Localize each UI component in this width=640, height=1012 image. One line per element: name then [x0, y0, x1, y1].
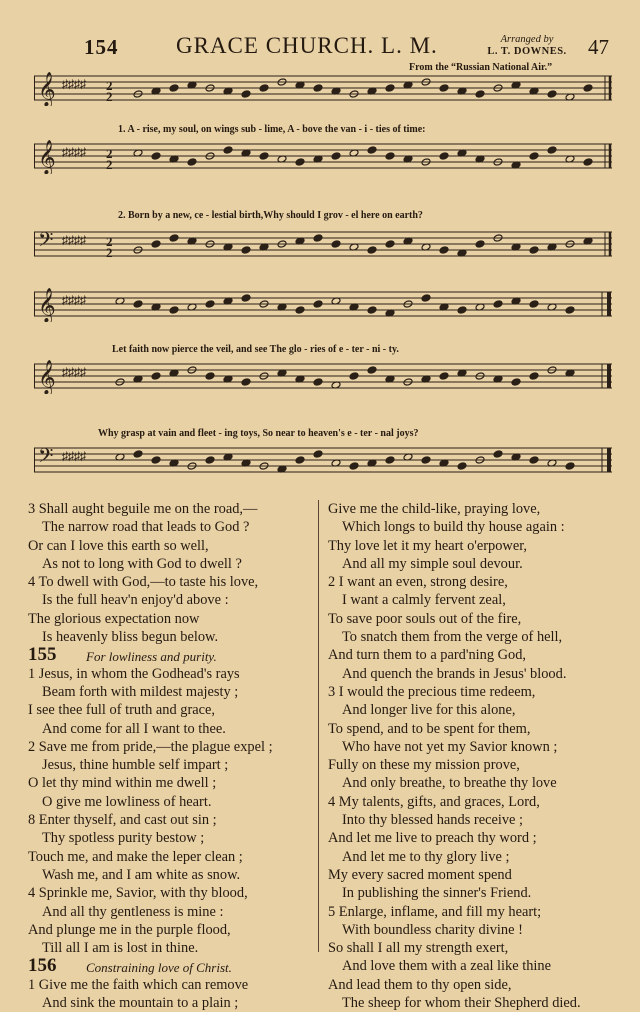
notehead	[565, 462, 575, 470]
verses-left-column	[28, 500, 313, 1012]
verse-line: And sink the mountain to a plain ;	[42, 995, 239, 1012]
svg-text:2: 2	[106, 245, 113, 260]
svg-text:2: 2	[106, 234, 113, 249]
lyric-verse-2-system-2: Why grasp at vain and fleet - ing toys, So near to heaven's e - ter - nal joys?	[98, 428, 419, 439]
notehead	[295, 306, 305, 314]
bass-staff-1	[34, 226, 612, 262]
svg-text:2: 2	[106, 89, 113, 104]
verse-line: To snatch them from the verge of hell,	[342, 629, 563, 646]
verse-line: Thy love let it my heart o'erpower,	[328, 537, 528, 554]
svg-text:𝄢: 𝄢	[38, 446, 54, 472]
notehead	[313, 378, 323, 386]
notehead	[421, 456, 431, 464]
notehead	[313, 300, 323, 308]
notehead	[331, 152, 341, 160]
notehead	[151, 152, 161, 160]
notehead	[457, 462, 467, 470]
svg-text:𝄢: 𝄢	[38, 230, 54, 256]
hymn-section-heading	[28, 646, 313, 664]
arranger-credit	[474, 34, 580, 58]
lyric-verse-1-system-2: Let faith now pierce the veil, and see The glo - ries of e - ter - ni - ty.	[112, 344, 399, 355]
verse-line: Wash me, and I am white as snow.	[42, 866, 241, 883]
notehead	[169, 84, 179, 92]
hymn-section-caption: Constraining love of Christ.	[86, 960, 232, 976]
verse-line: So shall I all my strength exert,	[328, 940, 509, 957]
svg-text:♯♯♯♯: ♯♯♯♯	[62, 449, 86, 463]
verse-line: 2 Save me from pride,—the plague expel ;	[28, 738, 273, 755]
notehead	[241, 90, 251, 98]
alto-staff-1	[34, 138, 612, 174]
notehead	[385, 84, 395, 92]
notehead	[385, 240, 395, 248]
notehead	[493, 450, 503, 458]
verse-line: Touch me, and make the leper clean ;	[28, 848, 243, 865]
notehead	[187, 158, 197, 166]
page-number: 47	[588, 35, 609, 59]
verse-line: And come for all I want to thee.	[42, 720, 226, 737]
notehead	[583, 158, 593, 166]
verse-line: And longer live for this alone,	[342, 702, 516, 719]
verse-line: 4 Sprinkle me, Savior, with thy blood,	[28, 885, 248, 902]
svg-text:2: 2	[106, 157, 113, 172]
verse-line: 1 Give me the faith which can remove	[28, 976, 249, 993]
notehead	[169, 306, 179, 314]
notehead	[151, 240, 161, 248]
verse-line: O let thy mind within me dwell ;	[28, 775, 217, 792]
notehead	[367, 246, 377, 254]
notehead	[133, 450, 143, 458]
notehead	[367, 366, 377, 374]
notehead	[205, 300, 215, 308]
verse-line: And only breathe, to breathe thy love	[342, 775, 557, 792]
verse-line: Give me the child-like, praying love,	[328, 501, 541, 517]
notehead	[205, 456, 215, 464]
notehead	[241, 294, 251, 302]
verse-line: My every sacred moment spend	[328, 866, 512, 883]
notehead	[313, 450, 323, 458]
verse-line: Beam forth with mildest majesty ;	[42, 683, 239, 700]
verse-line: As not to long with God to dwell ?	[42, 555, 242, 572]
hymn-section-number: 155	[28, 644, 57, 666]
notehead	[133, 300, 143, 308]
arranger-name: L. T. DOWNES.	[487, 46, 567, 57]
tune-source: From the “Russian National Air.”	[409, 62, 553, 73]
lyric-verse-2-system-1: 2. Born by a new, ce - lestial birth,Why should I grov - el here on earth?	[118, 210, 423, 221]
verse-line: Thy spotless purity bestow ;	[42, 830, 205, 847]
notehead	[295, 456, 305, 464]
verse-line: The narrow road that leads to God ?	[42, 519, 250, 536]
notehead	[475, 240, 485, 248]
verse-line: Into thy blessed hands receive ;	[342, 812, 524, 829]
notehead	[547, 90, 557, 98]
bass-staff-2	[34, 442, 612, 478]
verse-line: 8 Enter thyself, and cast out sin ;	[28, 812, 217, 829]
notehead	[421, 294, 431, 302]
verse-line: In publishing the sinner's Friend.	[342, 885, 532, 902]
verse-line: Is heavenly bliss begun below.	[42, 629, 219, 646]
notehead	[151, 372, 161, 380]
notehead	[547, 146, 557, 154]
verse-line: To save poor souls out of the fire,	[328, 610, 522, 627]
notehead	[241, 378, 251, 386]
hymn-number: 154	[84, 35, 119, 59]
svg-text:♯♯♯♯: ♯♯♯♯	[62, 293, 86, 307]
notehead	[529, 246, 539, 254]
notehead	[349, 462, 359, 470]
svg-text:♯♯♯♯: ♯♯♯♯	[62, 233, 86, 247]
alto-staff-2	[34, 358, 612, 394]
notehead	[385, 152, 395, 160]
notehead	[367, 146, 377, 154]
notehead	[511, 378, 521, 386]
verse-line: 5 Enlarge, inflame, and fill my heart;	[328, 903, 542, 920]
notehead	[349, 372, 359, 380]
svg-text:♯♯♯♯: ♯♯♯♯	[62, 145, 86, 159]
verse-line: And turn them to a pard'ning God,	[328, 647, 527, 664]
verse-line: 4 To dwell with God,—to taste his love,	[28, 574, 259, 591]
notehead	[169, 234, 179, 242]
column-divider	[318, 500, 319, 952]
notehead	[205, 372, 215, 380]
notehead	[529, 300, 539, 308]
notehead	[259, 84, 269, 92]
notehead	[295, 158, 305, 166]
treble-staff-2	[34, 286, 612, 322]
verse-line: With boundless charity divine !	[342, 921, 523, 938]
notehead	[457, 306, 467, 314]
verse-line: I see thee full of truth and grace,	[28, 702, 215, 719]
notehead	[385, 456, 395, 464]
notehead	[439, 84, 449, 92]
arranged-by-label: Arranged by	[500, 34, 554, 45]
verse-line: Which longs to build thy house again :	[342, 519, 565, 536]
verse-line: To spend, and to be spent for them,	[328, 720, 531, 737]
verse-line: The sheep for whom their Shepherd died.	[342, 995, 581, 1012]
verse-line: 3 Shall aught beguile me on the road,—	[28, 501, 258, 517]
svg-text:𝄞: 𝄞	[38, 141, 56, 174]
verse-line: 3 I would the precious time redeem,	[328, 683, 536, 700]
page-header	[0, 33, 640, 63]
verse-line: Fully on these my mission prove,	[328, 757, 520, 774]
notehead	[529, 372, 539, 380]
notehead	[475, 90, 485, 98]
treble-staff-1	[34, 70, 612, 106]
svg-text:𝄞: 𝄞	[38, 361, 56, 394]
verse-line: 1 Jesus, in whom the Godhead's rays	[28, 665, 240, 682]
svg-text:♯♯♯♯: ♯♯♯♯	[62, 365, 86, 379]
notehead	[565, 306, 575, 314]
notehead	[529, 456, 539, 464]
svg-text:2: 2	[106, 146, 113, 161]
notehead	[151, 456, 161, 464]
hymn-section-number: 156	[28, 955, 57, 977]
verse-line: Jesus, thine humble self impart ;	[42, 757, 229, 774]
verse-line: O give me lowliness of heart.	[42, 793, 212, 810]
notehead	[583, 84, 593, 92]
notehead	[529, 152, 539, 160]
notehead	[439, 246, 449, 254]
verse-line: And love them with a zeal like thine	[342, 958, 552, 975]
hymn-title: GRACE CHURCH. L. M.	[176, 33, 438, 58]
verse-line: And all my simple soul devour.	[342, 555, 523, 572]
verse-line: And quench the brands in Jesus' blood.	[342, 665, 567, 682]
notehead	[331, 240, 341, 248]
verse-line: Who have not yet my Savior known ;	[342, 738, 558, 755]
notehead	[313, 84, 323, 92]
verse-line: And lead them to thy open side,	[328, 976, 512, 993]
verse-line: Is the full heav'n enjoy'd above :	[42, 592, 229, 609]
verse-line: 2 I want an even, strong desire,	[328, 574, 508, 591]
verses-right-column	[328, 500, 618, 1012]
verse-line: And plunge me in the purple flood,	[28, 921, 231, 938]
hymn-section-heading	[28, 957, 313, 975]
notehead	[367, 306, 377, 314]
notehead	[259, 152, 269, 160]
notehead	[439, 372, 449, 380]
verse-line: I want a calmly fervent zeal,	[342, 592, 506, 609]
notehead	[241, 246, 251, 254]
notehead	[439, 152, 449, 160]
lyric-verse-1-system-1: 1. A - rise, my soul, on wings sub - lime, A - bove the van - i - ties of time:	[118, 124, 426, 135]
svg-text:♯♯♯♯: ♯♯♯♯	[62, 77, 86, 91]
notehead	[223, 146, 233, 154]
verse-line: Or can I love this earth so well,	[28, 537, 209, 554]
hymn-section-caption: For lowliness and purity.	[86, 649, 217, 665]
verse-line: And all thy gentleness is mine :	[42, 903, 224, 920]
svg-text:𝄞: 𝄞	[38, 72, 56, 106]
svg-text:2: 2	[106, 78, 113, 93]
svg-text:𝄞: 𝄞	[38, 289, 56, 322]
notehead	[493, 300, 503, 308]
verse-line: The glorious expectation now	[28, 610, 200, 627]
notehead	[313, 234, 323, 242]
verse-line: Till all I am is lost in thine.	[42, 940, 199, 957]
verse-line: And let me live to preach thy word ;	[328, 830, 537, 847]
verse-line: 4 My talents, gifts, and graces, Lord,	[328, 793, 540, 810]
verse-line: And let me to thy glory live ;	[342, 848, 510, 865]
